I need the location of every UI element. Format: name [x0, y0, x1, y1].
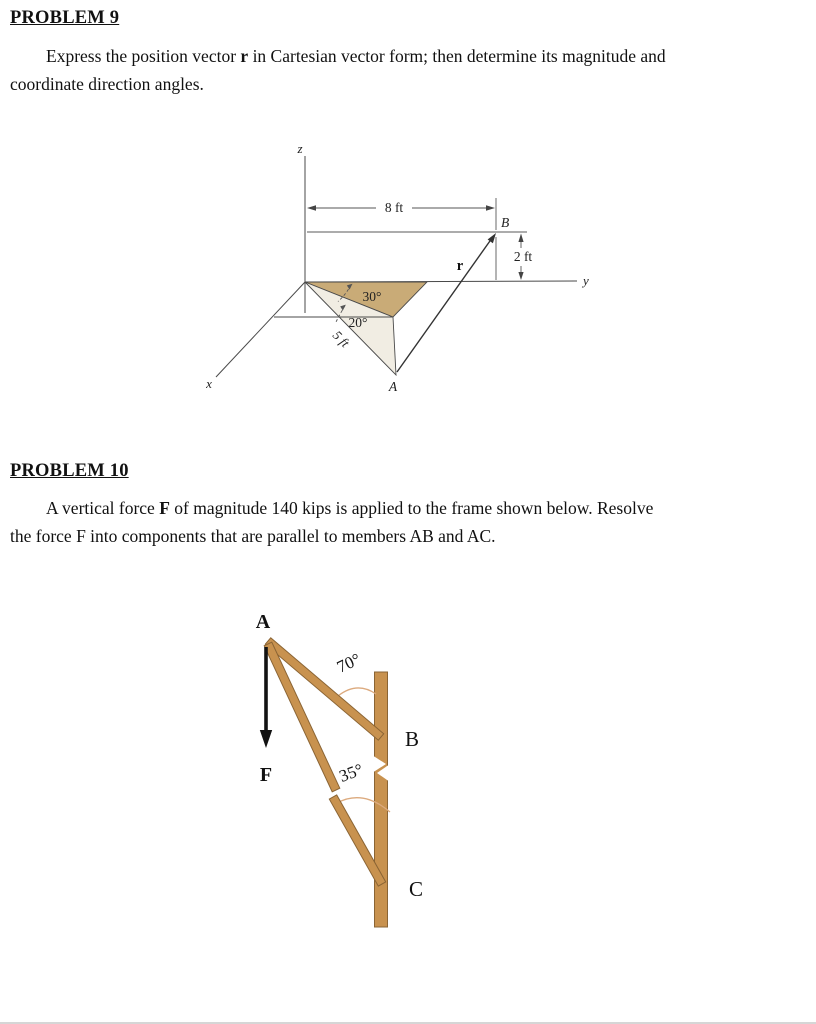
point-c-label: C: [409, 877, 424, 901]
point-a-label: A: [388, 379, 398, 394]
dim2-label: 2 ft: [513, 249, 533, 264]
problem10-diagram: [230, 600, 460, 945]
dim8-label: 8 ft: [384, 200, 404, 215]
point-b-label: B: [501, 215, 510, 230]
point-b-label: B: [405, 727, 420, 751]
angle-30-label: 30°: [362, 289, 382, 304]
point-a-label: A: [255, 611, 271, 633]
force-arrowhead: [260, 730, 272, 748]
x-axis-label: x: [206, 376, 212, 391]
position-vector-r: [397, 233, 496, 372]
angle-70-arc: [338, 688, 376, 696]
r-vector-line: [397, 240, 491, 373]
problem10-paragraph: [10, 494, 780, 550]
force-arrow: [260, 647, 272, 748]
dim5-label: 5 ft: [329, 327, 353, 351]
dim8-arrow-left: [307, 205, 316, 211]
problem9-text-line1: [10, 42, 780, 70]
angle-70-label: 70°: [333, 649, 364, 677]
angle-20-label: 20°: [348, 315, 368, 330]
problem9-text-line2: coordinate direction angles.: [10, 74, 204, 94]
problem10-title: PROBLEM 10: [10, 461, 129, 481]
dim8-arrow-right: [486, 205, 495, 211]
force-label: F: [259, 764, 273, 786]
y-axis-line: [305, 281, 577, 282]
problem9-line1-pre: Express the position vector: [46, 46, 241, 66]
problem10-text-line2: the force F into components that are parallel to members AB and AC.: [10, 526, 496, 546]
dimension-2ft: [514, 234, 533, 281]
z-axis-label: z: [297, 141, 303, 156]
angle-35-label: 35°: [336, 759, 366, 786]
problem10-line1-bold-f: F: [159, 498, 170, 518]
dim2-arrow-top: [518, 234, 523, 243]
y-axis-label: y: [583, 273, 589, 288]
problem10-text-line1: [10, 494, 780, 522]
dim2-arrow-bottom: [518, 272, 523, 280]
problem9-paragraph: [10, 42, 780, 98]
r-vector-label: r: [456, 258, 464, 274]
post-member: [375, 672, 388, 927]
problem10-line1-post: of magnitude 140 kips is applied to the frame shown below. Resolve: [169, 498, 654, 518]
x-axis-line: [216, 282, 305, 377]
problem9-line1-bold-r: r: [240, 46, 249, 66]
problem9-title: PROBLEM 9: [10, 8, 120, 28]
problem10-line1-pre: A vertical force: [46, 498, 160, 518]
problem9-line1-post: in Cartesian vector form; then determine its magnitude and: [248, 46, 666, 66]
problem9-diagram: [180, 140, 600, 400]
dimension-8ft: [307, 200, 495, 215]
